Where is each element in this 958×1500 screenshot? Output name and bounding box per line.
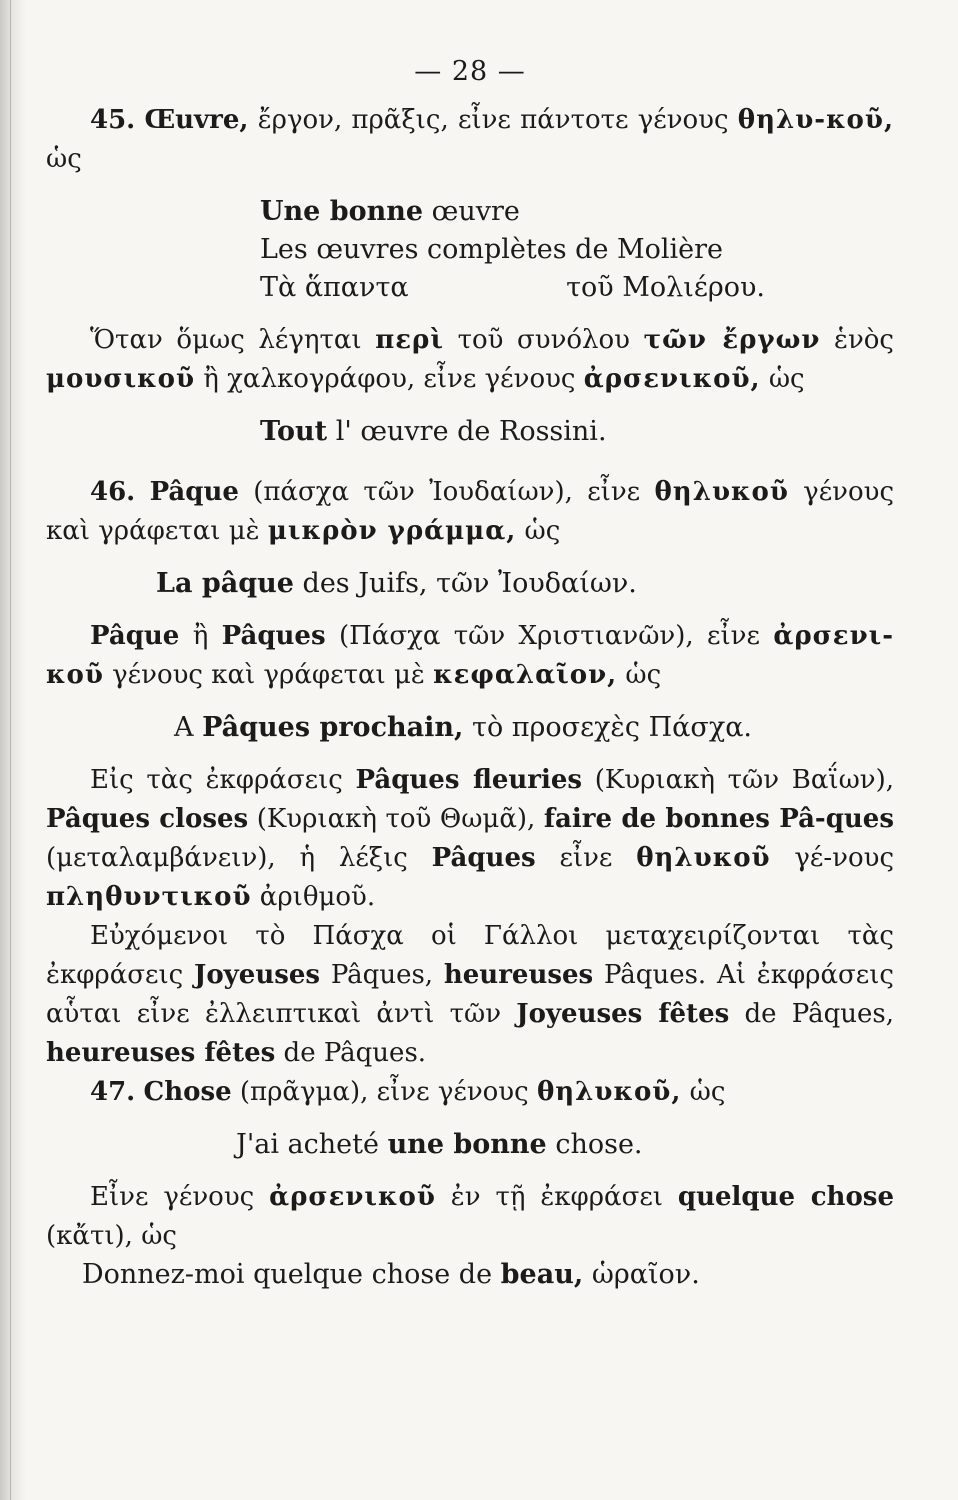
section-47-paragraph-2: Εἶνε γένους ἀρσενικοῦ ἐν τῇ ἐκφράσει quelque chose (κἄτι), ὡς bbox=[46, 1182, 894, 1251]
section-46-paragraph-4: Εὐχόμενοι τὸ Πάσχα οἱ Γάλλοι μεταχειρίζονται τὰς ἐκφράσεις Joyeuses Pâques, heureuses Pâques. Αἱ ἐκφράσεις αὗται εἶνε ἐλλειπτικαὶ ἀντὶ τῶν Joyeuses fêtes de Pâques, heureuses fêtes de Pâques. bbox=[46, 921, 894, 1068]
example-line: A Pâques prochain, τὸ προσεχὲς Πάσχα. bbox=[174, 712, 753, 743]
section-46-paragraph-3: Εἰς τὰς ἐκφράσεις Pâques fleuries (Κυριακὴ τῶν Βαΐων), Pâques closes (Κυριακὴ τοῦ Θωμᾶ), faire de bonnes Pâ-ques (μεταλαμβάνειν), ἡ λέξις Pâques εἶνε θηλυκοῦ γέ-νους πληθυντικοῦ ἀριθμοῦ. bbox=[46, 765, 895, 912]
section-46-paragraph: 46. Pâque (πάσχα τῶν Ἰουδαίων), εἶνε θηλυκοῦ γένους καὶ γράφεται μὲ μικρὸν γράμμα, ὡς bbox=[46, 477, 895, 546]
book-page bbox=[46, 56, 894, 1294]
section-46-paragraph-2: Pâque ἢ Pâques (Πάσχα τῶν Χριστιανῶν), εἶνε ἀρσενι-κοῦ γένους καὶ γράφεται μὲ κεφαλαῖον, ὡς bbox=[46, 621, 894, 690]
section-number: 46. bbox=[90, 477, 136, 507]
page-spine-shadow bbox=[0, 0, 26, 1500]
section-number: 45. bbox=[90, 105, 136, 135]
example-line: La pâque des Juifs, τῶν Ἰουδαίων. bbox=[156, 568, 637, 599]
section-45-paragraph-2: Ὅταν ὅμως λέγηται περὶ τοῦ συνόλου τῶν ἔργων ἑνὸς μουσικοῦ ἢ χαλκογράφου, εἶνε γένους ἀρσενικοῦ, ὡς bbox=[46, 325, 894, 394]
page-number: — 28 — bbox=[414, 56, 526, 87]
example-line: J'ai acheté une bonne chose. bbox=[236, 1129, 643, 1160]
page-binding-line bbox=[10, 0, 11, 1500]
headword: Œuvre, bbox=[144, 105, 249, 135]
example-line: Donnez-moi quelque chose de beau, ὡραῖον. bbox=[82, 1259, 700, 1290]
section-47-paragraph: 47. Chose (πρᾶγμα), εἶνε γένους θηλυκοῦ, ὡς bbox=[90, 1077, 726, 1107]
section-45-paragraph: 45. Œuvre, ἔργον, πρᾶξις, εἶνε πάντοτε γένους θηλυ-κοῦ, ὡς bbox=[46, 105, 894, 174]
example-line: Τὰ ἅπαντα τοῦ Μολιέρου. bbox=[260, 272, 765, 303]
section-number: 47. bbox=[90, 1077, 136, 1107]
headword: Chose bbox=[143, 1077, 232, 1107]
headword: Pâque bbox=[149, 477, 239, 507]
example-line: Une bonne œuvre bbox=[260, 196, 520, 227]
example-line: Les œuvres complètes de Molière bbox=[260, 234, 724, 265]
example-line: Tout l' œuvre de Rossini. bbox=[260, 416, 607, 447]
